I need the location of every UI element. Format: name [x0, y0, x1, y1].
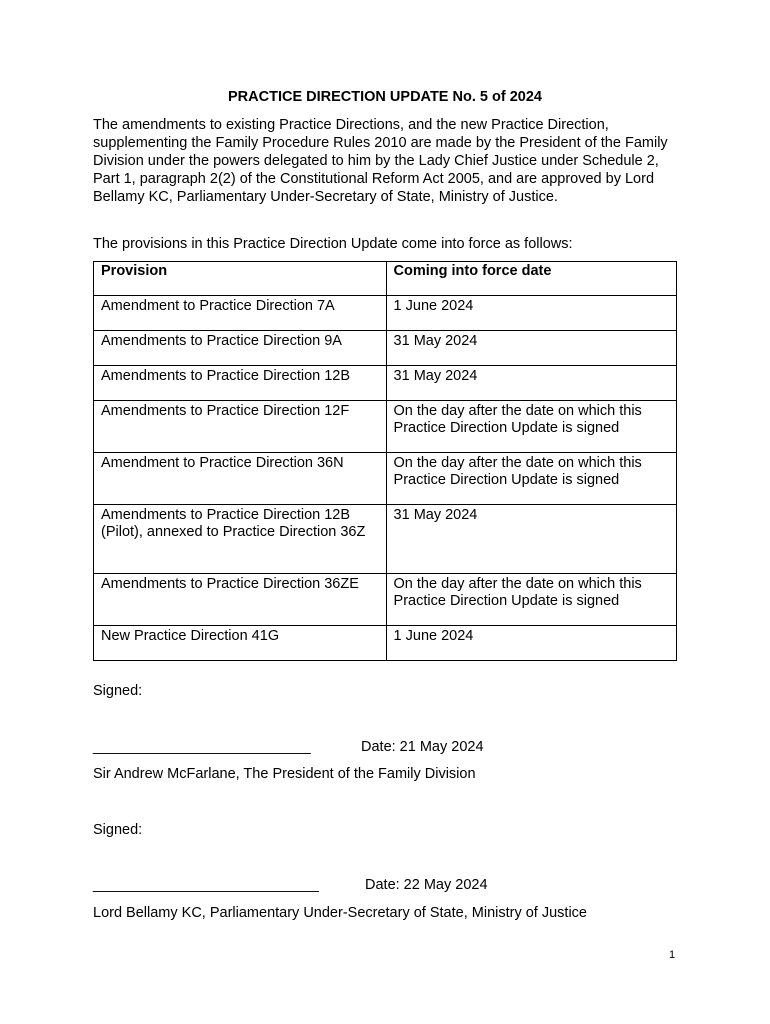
table-row — [94, 505, 677, 574]
document-title: PRACTICE DIRECTION UPDATE No. 5 of 2024 — [228, 89, 542, 105]
table-row — [94, 331, 677, 366]
date-cell: 31 May 2024 — [386, 331, 676, 366]
provision-cell: Amendments to Practice Direction 12B — [94, 366, 387, 401]
table-row — [94, 453, 677, 505]
date-cell: 1 June 2024 — [386, 296, 676, 331]
provisions-lead-paragraph: The provisions in this Practice Direction Update come into force as follows: — [93, 236, 573, 252]
provision-cell: Amendments to Practice Direction 9A — [94, 331, 387, 366]
provision-cell: Amendments to Practice Direction 12B (Pilot), annexed to Practice Direction 36Z — [94, 505, 387, 574]
signature-line-president: ___________________________ — [93, 739, 311, 755]
date-cell: 31 May 2024 — [386, 505, 676, 574]
table-row — [94, 626, 677, 661]
provision-cell: New Practice Direction 41G — [94, 626, 387, 661]
table-row — [94, 574, 677, 626]
date-cell: On the day after the date on which this Practice Direction Update is signed — [386, 401, 676, 453]
header-provision: Provision — [94, 262, 387, 296]
page-number: 1 — [669, 949, 676, 961]
table-row — [94, 366, 677, 401]
signature-date-minister: Date: 22 May 2024 — [365, 877, 488, 893]
table-row — [94, 296, 677, 331]
signed-label-minister: Signed: — [93, 822, 143, 838]
date-cell: 31 May 2024 — [386, 366, 676, 401]
date-cell: On the day after the date on which this Practice Direction Update is signed — [386, 574, 676, 626]
date-cell: 1 June 2024 — [386, 626, 676, 661]
provision-cell: Amendment to Practice Direction 36N — [94, 453, 387, 505]
provision-cell: Amendment to Practice Direction 7A — [94, 296, 387, 331]
intro-paragraph: The amendments to existing Practice Directions, and the new Practice Direction, supplementing the Family Procedure Rules 2010 are made by the President of the Family Division under the powers delegated to him by the Lady Chief Justice under Schedule 2, Part 1, paragraph 2(2) of the Constitutional Reform Act 2005, and are approved by Lord Bellamy KC, Parliamentary Under-Secretary of State, Ministry of Justice. — [93, 117, 668, 205]
table-header-row — [94, 262, 677, 296]
header-coming-into-force-date: Coming into force date — [386, 262, 676, 296]
signatory-president: Sir Andrew McFarlane, The President of the Family Division — [93, 766, 476, 782]
signed-label-president: Signed: — [93, 683, 143, 699]
provisions-table — [93, 261, 677, 661]
provision-cell: Amendments to Practice Direction 36ZE — [94, 574, 387, 626]
signatory-minister: Lord Bellamy KC, Parliamentary Under-Secretary of State, Ministry of Justice — [93, 905, 587, 921]
table-row — [94, 401, 677, 453]
signature-date-president: Date: 21 May 2024 — [361, 739, 484, 755]
provision-cell: Amendments to Practice Direction 12F — [94, 401, 387, 453]
date-cell: On the day after the date on which this Practice Direction Update is signed — [386, 453, 676, 505]
signature-line-minister: ____________________________ — [93, 877, 319, 893]
